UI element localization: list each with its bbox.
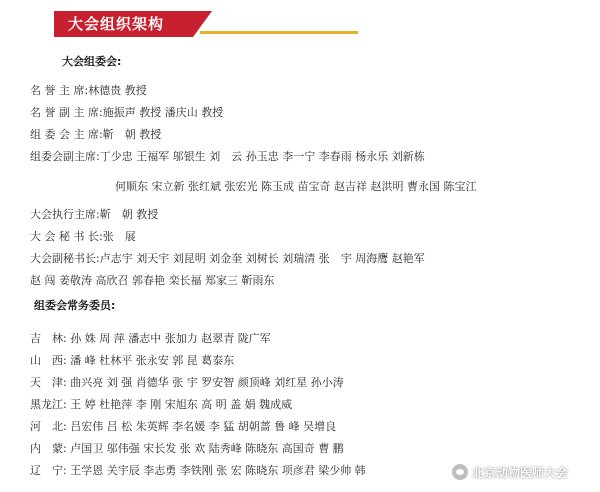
region-row: [30, 352, 234, 368]
member-names: 曲兴亮 刘 强 肖德华 张 宇 罗安智 颜顶峰 刘红星 孙小涛: [70, 376, 344, 389]
role-label: 名 誉 副 主 席:: [30, 106, 103, 119]
role-label: 名 誉 主 席:: [30, 84, 89, 97]
member-names: 丁少忠 王福军 邬银生 刘 云 孙玉忠 李一宁 李春雨 杨永乐 刘新栋: [99, 150, 425, 163]
watermark: [452, 460, 568, 484]
member-names: 靳 朝 教授: [102, 128, 162, 141]
page-title: 大会组织架构: [68, 15, 165, 33]
member-names: 卢志宇 刘天宇 刘昆明 刘金奎 刘树长 刘瑞清 张 宇 周海鹰 赵艳军: [99, 252, 425, 265]
region-row: [30, 396, 292, 412]
region-row: [30, 418, 336, 434]
member-names: 吕宏伟 吕 松 朱英辉 李名媛 李 猛 胡朝蔷 鲁 峰 吴增良: [70, 420, 337, 433]
member-names: 潘 峰 杜林平 张永安 郭 昆 葛泰东: [70, 354, 235, 367]
wechat-icon: [452, 464, 468, 480]
region-row: [30, 374, 344, 390]
member-names: 孙 姝 周 萍 潘志中 张加力 赵翠青 陇广军: [70, 332, 271, 345]
committee-row: [30, 148, 425, 164]
committee-row: [30, 228, 136, 244]
member-names: 王 婷 杜艳萍 李 刚 宋旭东 高 明 盖 娟 魏成威: [70, 398, 293, 411]
committee-row: [30, 206, 158, 222]
role-label: 组 委 会 主 席:: [30, 128, 103, 141]
standing-committee-title: 组委会常务委员:: [34, 299, 116, 312]
region-label: 河 北:: [30, 420, 67, 433]
role-label: 大会副秘书长:: [30, 252, 100, 265]
member-names: 施振声 教授 潘庆山 教授: [102, 106, 224, 119]
member-names: 何顺东 宋立新 张红斌 张宏光 陈玉成 苗宝奇 赵吉祥 赵洪明 曹永国 陈宝江: [115, 180, 477, 193]
region-label: 山 西:: [30, 354, 67, 367]
committee-row: [30, 250, 425, 266]
role-label: 组委会副主席:: [30, 150, 100, 163]
organizing-committee-title: 大会组委会:: [62, 55, 122, 68]
header-underline: [200, 31, 358, 34]
region-label: 内 蒙:: [30, 442, 67, 455]
region-row: [30, 462, 366, 478]
committee-row-continued: [115, 178, 476, 194]
committee-row-continued: [30, 272, 274, 288]
member-names: 靳 朝 教授: [99, 208, 159, 221]
member-names: 卢国卫 邬伟强 宋长发 张 欢 陆秀峰 陈晓东 高国奇 曹 鹏: [70, 442, 344, 455]
member-names: 赵 闯 姜敬涛 高欣召 郭春艳 栾长福 郑家三 靳雨东: [30, 274, 275, 287]
role-label: 大 会 秘 书 长:: [30, 230, 103, 243]
region-label: 天 津:: [30, 376, 67, 389]
region-row: [30, 330, 271, 346]
member-names: 王学恩 关宇辰 李志勇 李铁刚 张 宏 陈晓东 项彦君 梁少帅 韩: [70, 464, 366, 477]
region-label: 吉 林:: [30, 332, 67, 345]
region-row: [30, 440, 344, 456]
bottom-margin: [0, 484, 600, 492]
role-label: 大会执行主席:: [30, 208, 100, 221]
member-names: 林德贵 教授: [88, 84, 147, 97]
region-label: 黑龙江:: [30, 398, 67, 411]
committee-row: [30, 126, 161, 142]
watermark-text: 北京动物医师大会: [472, 465, 569, 480]
committee-row: [30, 82, 147, 98]
committee-row: [30, 104, 223, 120]
member-names: 张 展: [102, 230, 136, 243]
region-label: 辽 宁:: [30, 464, 67, 477]
